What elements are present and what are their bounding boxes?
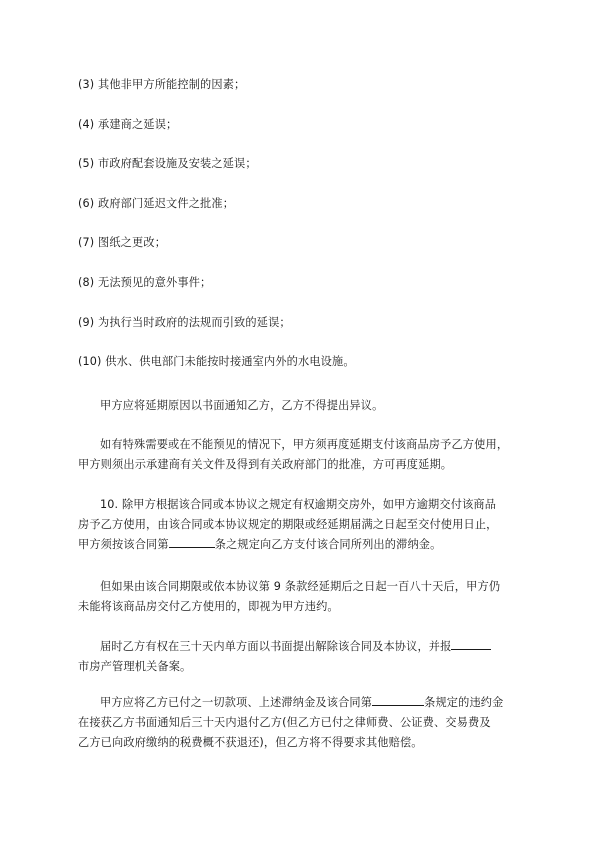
clause-10-line-1: 10. 除甲方根据该合同或本协议之规定有权逾期交房外，如甲方逾期交付该商品	[100, 498, 497, 511]
item-8-text: (8) 无法预见的意外事件；	[78, 276, 212, 289]
city-name-blank	[451, 637, 491, 650]
clause-10-paragraph	[78, 495, 524, 555]
notice-paragraph	[78, 396, 524, 416]
item-8	[78, 273, 524, 293]
special-line-1: 如有特殊需要或在不能预见的情况下，甲方须再度延期支付该商品房予乙方使用，	[100, 438, 509, 451]
clause-10-line-3	[78, 535, 524, 555]
refund-line-1-start: 甲方应将乙方已付之一切款项、上述滞纳金及该合同第	[100, 696, 373, 709]
refund-line-3: 乙方已向政府缴纳的税费概不获退还)，但乙方将不得要求其他赔偿。	[78, 736, 423, 749]
item-6-text: (6) 政府部门延迟文件之批准；	[78, 197, 235, 210]
special-line-2: 甲方则须出示承建商有关文件及得到有关政府部门的批准，方可再度延期。	[78, 458, 453, 471]
item-6	[78, 194, 524, 214]
item-10-text: (10) 供水、供电部门未能按时接通室内外的水电设施。	[78, 355, 355, 368]
item-5-text: (5) 市政府配套设施及安装之延误；	[78, 157, 257, 170]
clause-10-line-3-start: 甲方须按该合同第	[78, 538, 169, 551]
clause-number-blank	[169, 535, 215, 548]
item-9	[78, 313, 524, 333]
item-7	[78, 233, 524, 253]
refund-paragraph	[78, 693, 524, 753]
termination-line-2: 市房产管理机关备案。	[78, 660, 192, 673]
refund-line-1	[78, 693, 524, 713]
special-paragraph	[78, 435, 524, 475]
breach-line-1: 但如果由该合同期限或依本协议第 9 条款经延期后之日起一百八十天后，甲方仍	[100, 580, 501, 593]
termination-line-1	[78, 637, 524, 657]
item-3-text: (3) 其他非甲方所能控制的因素；	[78, 78, 246, 91]
refund-line-2: 在接获乙方书面通知后三十天内退付乙方(但乙方已付之律师费、公证费、交易费及	[78, 716, 491, 729]
clause-10-line-2: 房予乙方使用，由该合同或本协议规定的期限或经延期届满之日起至交付使用日止，	[78, 518, 498, 531]
termination-line-1-text: 届时乙方有权在三十天内单方面以书面提出解除该合同及本协议，并报	[100, 640, 452, 653]
item-4-text: (4) 承建商之延误；	[78, 118, 178, 131]
penalty-clause-blank	[372, 693, 424, 706]
item-10	[78, 352, 524, 372]
item-4	[78, 115, 524, 135]
item-3	[78, 75, 524, 95]
item-9-text: (9) 为执行当时政府的法规而引致的延误；	[78, 316, 291, 329]
item-5	[78, 154, 524, 174]
termination-paragraph	[78, 637, 524, 677]
clause-10-line-3-end: 条之规定向乙方支付该合同所列出的滞纳金。	[214, 538, 442, 551]
notice-text: 甲方应将延期原因以书面通知乙方，乙方不得提出异议。	[100, 399, 384, 412]
item-7-text: (7) 图纸之更改；	[78, 236, 167, 249]
breach-paragraph	[78, 577, 524, 617]
breach-line-2: 未能将该商品房交付乙方使用的，即视为甲方违约。	[78, 600, 339, 613]
refund-line-1-end: 条规定的违约金	[424, 696, 504, 709]
